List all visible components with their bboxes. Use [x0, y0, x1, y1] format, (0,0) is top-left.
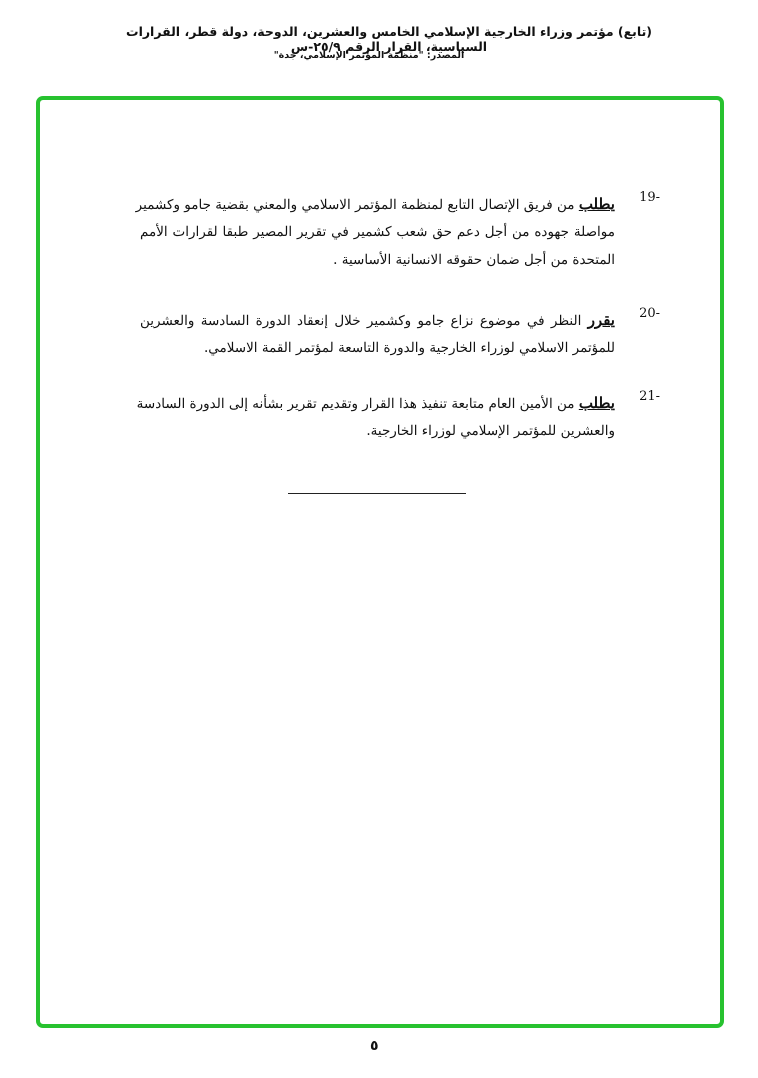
document-title: (تابع) مؤتمر وزراء الخارجية الإسلامي الخامس والعشرين، الدوحة، دولة قطر، القرارات السياسية، القرار الرقم ٢٥/٩-س: [126, 24, 652, 54]
document-source: المصدر: "منظمة المؤتمر الإسلامي، جدة": [273, 50, 465, 61]
item-keyword: يطلب: [578, 394, 615, 412]
item-line: مواصلة جهوده من أجل دعم حق شعب كشمير في تقرير المصير طبقا لقرارات الأمم: [140, 224, 615, 240]
resolution-item-19: [135, 190, 660, 274]
item-number: 20-: [639, 306, 660, 321]
item-line: والعشرين للمؤتمر الإسلامي لوزراء الخارجية.: [366, 423, 615, 439]
resolution-item-20: [140, 306, 660, 362]
item-line: المتحدة من أجل ضمان حقوقه الانسانية الأساسية .: [333, 252, 615, 268]
item-line: النظر في موضوع نزاع جامو وكشمير خلال إنعقاد الدورة السادسة والعشرين: [140, 313, 582, 329]
item-number: 21-: [639, 389, 660, 404]
item-keyword: يطلب: [578, 195, 615, 213]
resolution-item-21: [136, 389, 660, 445]
item-line: من الأمين العام متابعة تنفيذ هذا القرار وتقديم تقرير بشأنه إلى الدورة السادسة: [136, 396, 575, 412]
item-line: للمؤتمر الاسلامي لوزراء الخارجية والدورة التاسعة لمؤتمر القمة الاسلامي.: [203, 340, 615, 356]
page-number: ٥: [370, 1038, 379, 1054]
item-number: 19-: [639, 190, 660, 205]
end-divider: [288, 493, 466, 494]
item-line: من فريق الإتصال التابع لمنظمة المؤتمر الاسلامي والمعني بقضية جامو وكشمير: [135, 197, 575, 213]
item-keyword: يقرر: [587, 311, 615, 329]
